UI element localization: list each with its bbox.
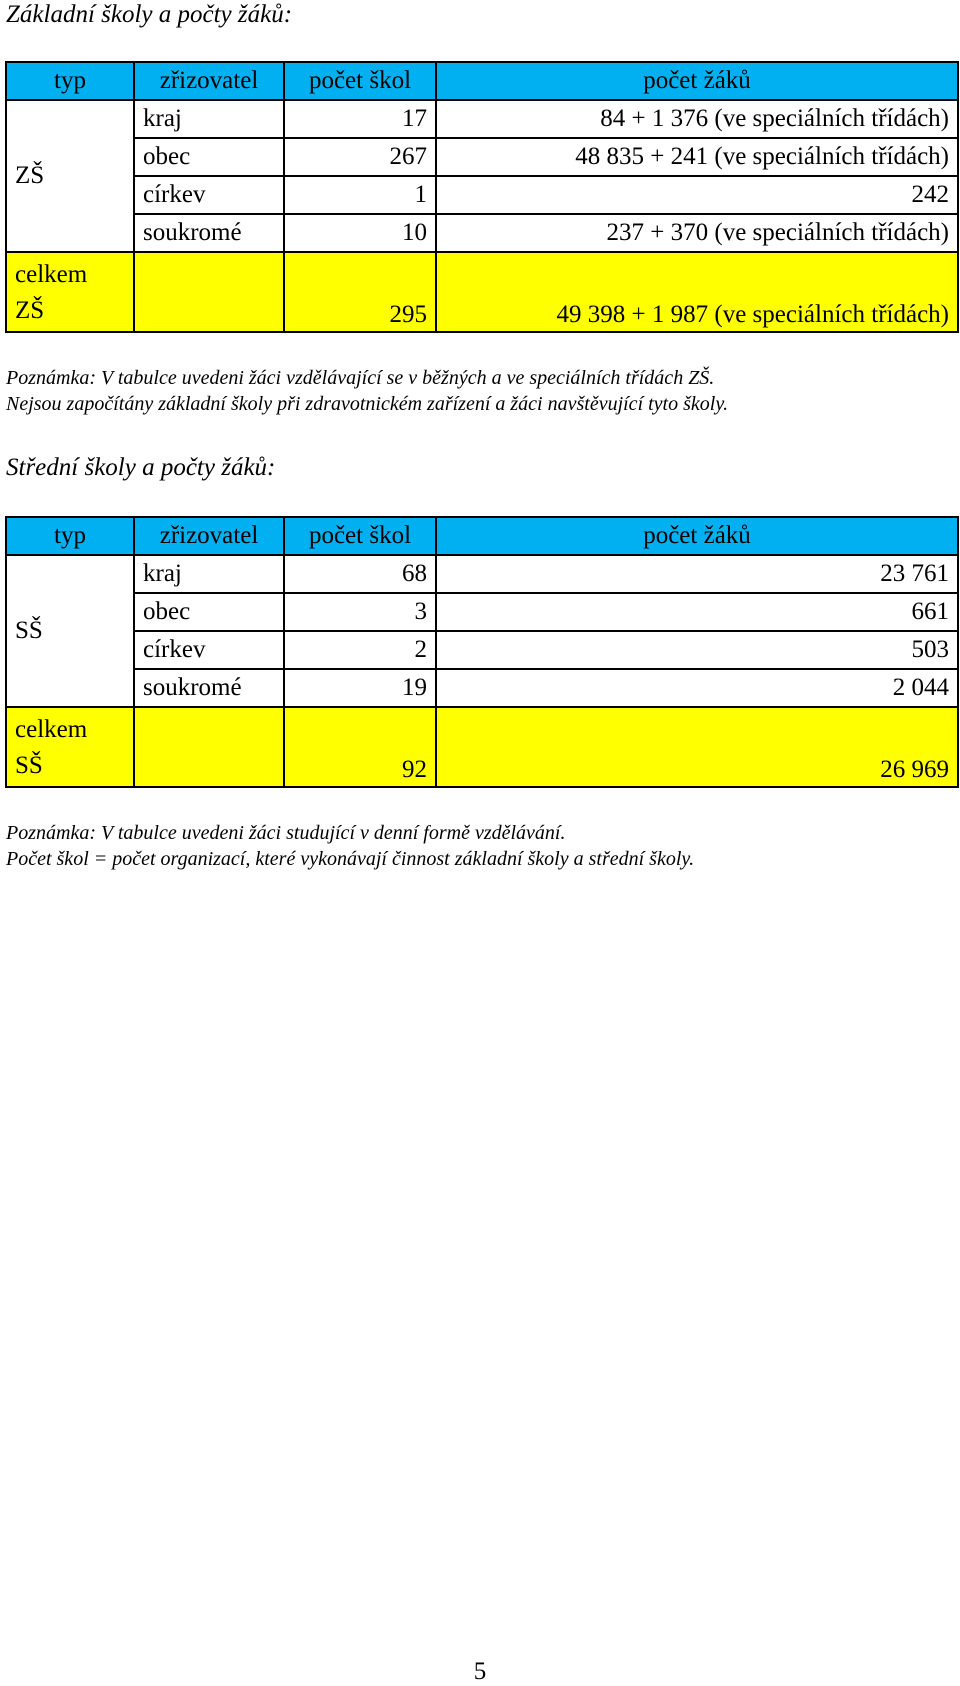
header-pocet-skol: počet škol bbox=[284, 517, 436, 555]
type-cell: ZŠ bbox=[6, 100, 134, 252]
total-row bbox=[6, 707, 958, 787]
pocet-skol-cell: 2 bbox=[284, 631, 436, 669]
total-row bbox=[6, 252, 958, 332]
pocet-skol-cell: 10 bbox=[284, 214, 436, 252]
table-header-row bbox=[6, 517, 958, 555]
header-typ: typ bbox=[6, 517, 134, 555]
table-row bbox=[6, 555, 958, 593]
zs-heading: Základní školy a počty žáků: bbox=[6, 1, 293, 28]
total-zrizovatel-cell bbox=[134, 707, 284, 787]
total-label bbox=[6, 707, 134, 787]
pocet-skol-cell: 3 bbox=[284, 593, 436, 631]
table-row bbox=[6, 176, 958, 214]
pocet-skol-cell: 1 bbox=[284, 176, 436, 214]
ss-note-1: Poznámka: V tabulce uvedeni žáci studující v denní formě vzdělávání. bbox=[6, 822, 566, 844]
header-typ: typ bbox=[6, 62, 134, 100]
zrizovatel-cell: obec bbox=[134, 593, 284, 631]
header-pocet-zaku: počet žáků bbox=[436, 62, 958, 100]
pocet-skol-cell: 68 bbox=[284, 555, 436, 593]
zs-table bbox=[5, 61, 959, 333]
total-pocet-skol: 92 bbox=[284, 707, 436, 787]
header-zrizovatel: zřizovatel bbox=[134, 62, 284, 100]
pocet-zaku-cell: 503 bbox=[436, 631, 958, 669]
total-label-line1: celkem bbox=[15, 261, 88, 288]
header-pocet-skol: počet škol bbox=[284, 62, 436, 100]
type-cell: SŠ bbox=[6, 555, 134, 707]
pocet-zaku-cell: 23 761 bbox=[436, 555, 958, 593]
zs-note-2: Nejsou započítány základní školy při zdravotnickém zařízení a žáci navštěvující tyto školy. bbox=[6, 393, 729, 415]
zrizovatel-cell: kraj bbox=[134, 100, 284, 138]
pocet-zaku-cell: 84 + 1 376 (ve speciálních třídách) bbox=[436, 100, 958, 138]
total-label-line2: SŠ bbox=[15, 752, 43, 779]
total-label bbox=[6, 252, 134, 332]
ss-table bbox=[5, 516, 959, 788]
pocet-skol-cell: 17 bbox=[284, 100, 436, 138]
pocet-skol-cell: 19 bbox=[284, 669, 436, 707]
pocet-zaku-cell: 2 044 bbox=[436, 669, 958, 707]
table-row bbox=[6, 138, 958, 176]
table-row bbox=[6, 593, 958, 631]
total-zrizovatel-cell bbox=[134, 252, 284, 332]
pocet-zaku-cell: 242 bbox=[436, 176, 958, 214]
table-row bbox=[6, 631, 958, 669]
pocet-skol-cell: 267 bbox=[284, 138, 436, 176]
ss-note-2: Počet škol = počet organizací, které vykonávají činnost základní školy a střední školy. bbox=[6, 848, 695, 870]
total-label-line2: ZŠ bbox=[15, 297, 45, 324]
total-label-line1: celkem bbox=[15, 716, 88, 743]
total-pocet-skol: 295 bbox=[284, 252, 436, 332]
zrizovatel-cell: soukromé bbox=[134, 214, 284, 252]
total-pocet-zaku: 26 969 bbox=[436, 707, 958, 787]
zrizovatel-cell: církev bbox=[134, 176, 284, 214]
zs-note-1: Poznámka: V tabulce uvedeni žáci vzdělávající se v běžných a ve speciálních třídách ZŠ. bbox=[6, 367, 715, 389]
header-zrizovatel: zřizovatel bbox=[134, 517, 284, 555]
table-row bbox=[6, 669, 958, 707]
table-header-row bbox=[6, 62, 958, 100]
ss-heading: Střední školy a počty žáků: bbox=[6, 454, 276, 481]
table-row bbox=[6, 214, 958, 252]
total-pocet-zaku: 49 398 + 1 987 (ve speciálních třídách) bbox=[436, 252, 958, 332]
pocet-zaku-cell: 237 + 370 (ve speciálních třídách) bbox=[436, 214, 958, 252]
zrizovatel-cell: kraj bbox=[134, 555, 284, 593]
zrizovatel-cell: soukromé bbox=[134, 669, 284, 707]
pocet-zaku-cell: 661 bbox=[436, 593, 958, 631]
pocet-zaku-cell: 48 835 + 241 (ve speciálních třídách) bbox=[436, 138, 958, 176]
header-pocet-zaku: počet žáků bbox=[436, 517, 958, 555]
zrizovatel-cell: obec bbox=[134, 138, 284, 176]
page-number: 5 bbox=[473, 1658, 487, 1685]
table-row bbox=[6, 100, 958, 138]
zrizovatel-cell: církev bbox=[134, 631, 284, 669]
